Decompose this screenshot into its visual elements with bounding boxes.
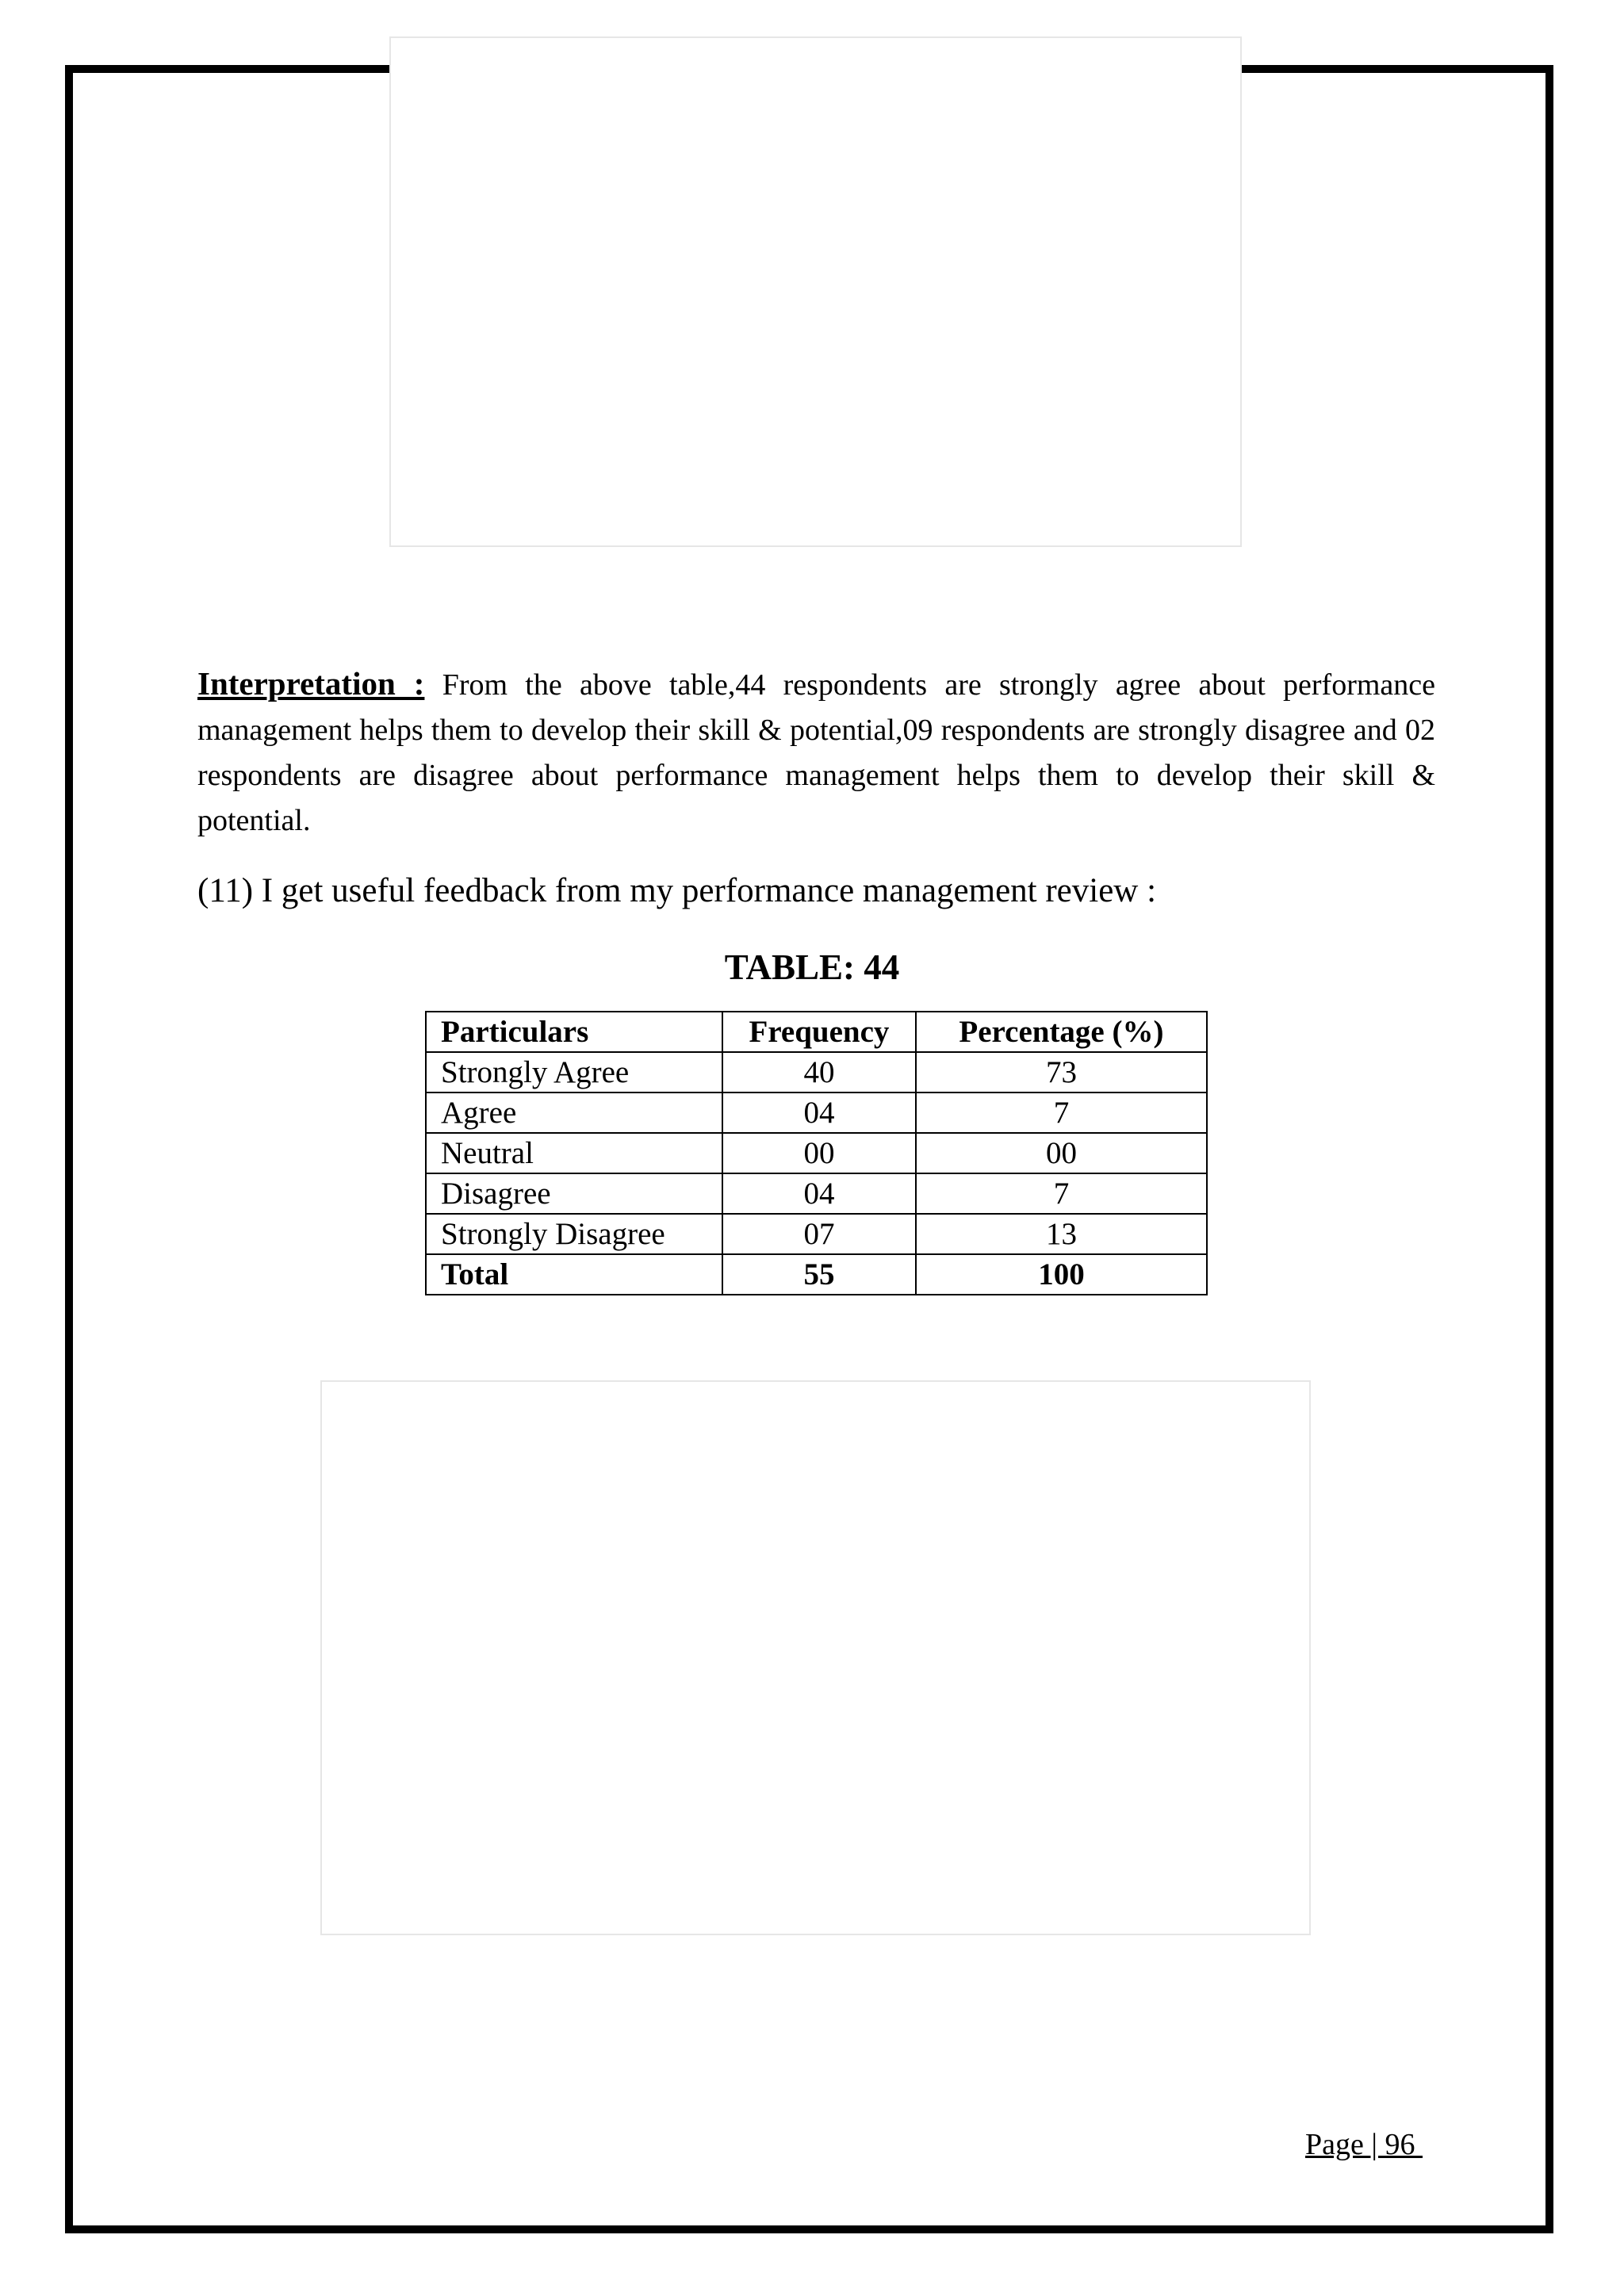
cell-particulars: Disagree: [426, 1173, 722, 1214]
cell-percentage: 7: [916, 1093, 1207, 1133]
cell-frequency: 04: [722, 1173, 916, 1214]
table-total-row: [426, 1254, 1207, 1295]
interpretation-paragraph: [197, 661, 1435, 844]
chart-image-placeholder-top: [389, 36, 1242, 547]
cell-particulars: Strongly Agree: [426, 1052, 722, 1093]
cell-frequency: 04: [722, 1093, 916, 1133]
page-number: Page | 96: [1305, 2128, 1423, 2161]
table-title: TABLE: 44: [724, 947, 900, 987]
cell-particulars: Strongly Disagree: [426, 1214, 722, 1254]
cell-percentage: 13: [916, 1214, 1207, 1254]
table-header-row: [426, 1012, 1207, 1052]
cell-percentage: 73: [916, 1052, 1207, 1093]
cell-particulars: Neutral: [426, 1133, 722, 1173]
survey-table: [425, 1011, 1208, 1295]
cell-frequency: 07: [722, 1214, 916, 1254]
total-frequency: 55: [722, 1254, 916, 1295]
cell-particulars: Agree: [426, 1093, 722, 1133]
interpretation-text: From the above table,44 respondents are strongly agree about performance management helps them to develop their skill & potential,09 respondents are strongly disagree and 02 respondents are disagree about performance management helps them to develop their skill & potential.: [197, 668, 1435, 837]
interpretation-label: Interpretation :: [197, 665, 425, 702]
table-row: [426, 1093, 1207, 1133]
cell-frequency: 40: [722, 1052, 916, 1093]
header-percentage: Percentage (%): [916, 1012, 1207, 1052]
header-frequency: Frequency: [722, 1012, 916, 1052]
table-row: [426, 1052, 1207, 1093]
table-row: [426, 1173, 1207, 1214]
total-label: Total: [426, 1254, 722, 1295]
question-heading: (11) I get useful feedback from my performance management review :: [197, 872, 1157, 909]
cell-frequency: 00: [722, 1133, 916, 1173]
cell-percentage: 00: [916, 1133, 1207, 1173]
chart-image-placeholder-bottom: [320, 1380, 1311, 1935]
total-percentage: 100: [916, 1254, 1207, 1295]
table-row: [426, 1214, 1207, 1254]
header-particulars: Particulars: [426, 1012, 722, 1052]
cell-percentage: 7: [916, 1173, 1207, 1214]
table-row: [426, 1133, 1207, 1173]
